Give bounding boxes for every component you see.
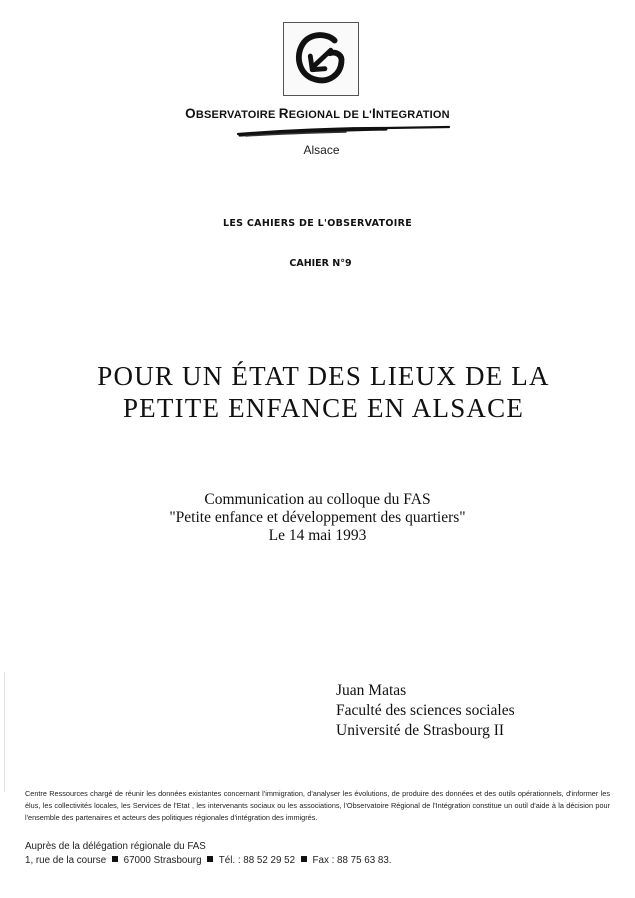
region-label: Alsace [303,143,340,157]
author-name: Juan Matas [336,682,407,699]
series-title: LES CAHIERS DE L'OBSERVATOIRE [223,218,412,229]
contact-line-2 [25,854,610,868]
org-word-1-rest: BSERVATOIRE [195,109,276,121]
communication-date: Le 14 mai 1993 [268,527,367,544]
contact-line-1: Auprès de la délégation régionale du FAS [25,841,206,852]
author-university: Université de Strasbourg II [336,722,505,739]
document-title [0,360,635,424]
contact-fax: Fax : 88 75 63 83. [312,855,392,866]
author-block [336,681,616,741]
org-word-2-rest: EGIONAL [288,109,341,121]
title-line-1: POUR UN ÉTAT DES LIEUX DE LA [97,361,550,391]
author-faculty: Faculté des sciences sociales [336,702,515,719]
communication-line-1: Communication au colloque du FAS [204,491,431,508]
scan-edge-mark [4,672,5,792]
footer-description: Centre Ressources chargé de réunir les données existantes concernant l'immigration, d'analyser les évolutions, de produire des données et des outils opérationnels, d'informer les élus, les collectivités locales, les Services de l'Etat , les intervenants sociaux ou les associations, l'Observatoire Régional de l'Intégration constitue un outil d'aide à la décision pour l'ensemble des partenaires et acteurs des politiques régionales d'intégration des immigrés. [25,789,610,822]
square-bullet-icon [301,856,307,862]
org-word-4-initial: I [371,106,376,121]
contact-postal: 67000 Strasbourg [123,855,202,866]
square-bullet-icon [207,856,213,862]
contact-address: 1, rue de la course [25,855,107,866]
org-word-1-initial: O [185,106,196,121]
org-word-2-initial: R [278,106,289,121]
org-word-3: DE L' [343,109,372,121]
communication-line-2: "Petite enfance et développement des quartiers" [169,509,466,526]
title-line-2: PETITE ENFANCE EN ALSACE [122,393,525,423]
issue-number: CAHIER N°9 [289,258,352,269]
contact-block [25,840,610,868]
contact-tel: Tél. : 88 52 29 52 [218,855,296,866]
decorative-brush-rule [236,124,451,138]
org-word-4-rest: NTEGRATION [375,109,450,121]
square-bullet-icon [112,856,118,862]
stylized-letter-G-with-arrow-icon [284,23,358,95]
organization-name [0,106,635,121]
communication-block [0,491,635,545]
logo [283,22,359,96]
